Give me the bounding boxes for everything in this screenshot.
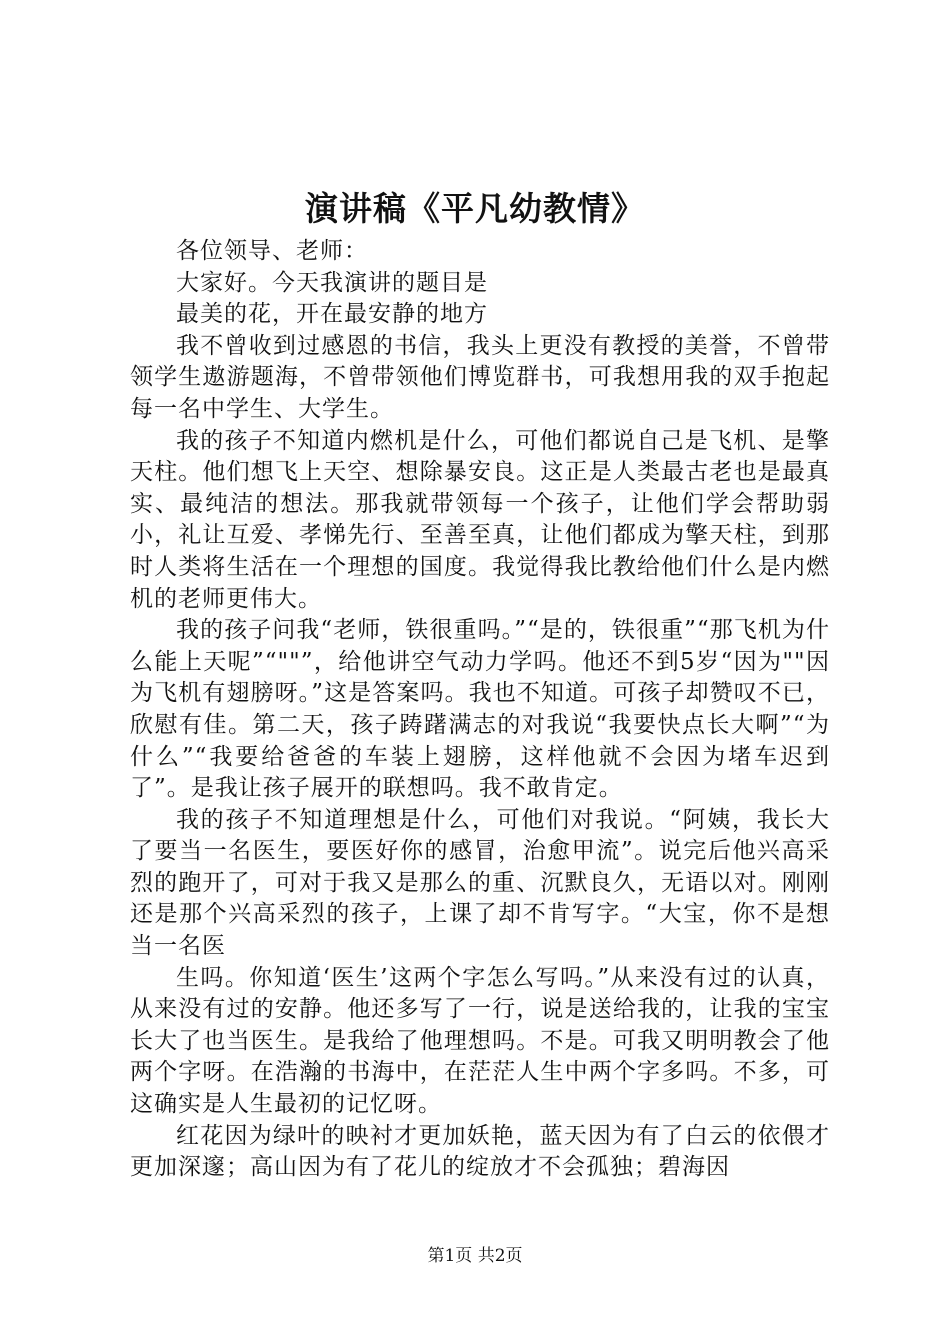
- paragraph: 红花因为绿叶的映衬才更加妖艳，蓝天因为有了白云的依偎才更加深邃；高山因为有了花儿的绽放才不会孤独；碧海因: [130, 1122, 830, 1181]
- speech-subtitle: 最美的花，开在最安静的地方: [176, 301, 488, 328]
- paragraph: 我的孩子不知道理想是什么，可他们对我说。“阿姨，我长大了要当一名医生，要医好你的感冒，治愈甲流”。说完后他兴高采烈的跑开了，可对于我又是那么的重、沉默良久，无语以对。刚刚还是那个兴高采烈的孩子，上课了却不肯写字。“大宝，你不是想当一名医: [130, 806, 830, 960]
- paragraph: 我的孩子不知道内燃机是什么，可他们都说自己是飞机、是擎天柱。他们想飞上天空、想除暴安良。这正是人类最古老也是最真实、最纯洁的想法。那我就带领每一个孩子，让他们学会帮助弱小，礼让互爱、孝悌先行、至善至真，让他们都成为擎天柱，到那时人类将生活在一个理想的国度。我觉得我比教给他们什么是内燃机的老师更伟大。: [130, 427, 830, 612]
- greeting: 大家好。今天我演讲的题目是: [176, 269, 488, 296]
- paragraph: 生吗。你知道‘医生’这两个字怎么写吗。”从来没有过的认真，从来没有过的安静。他还多写了一行，说是送给我的，让我的宝宝长大了也当医生。是我给了他理想吗。不是。可我又明明教会了他两个字呀。在浩瀚的书海中，在茫茫人生中两个字多吗。不多，可这确实是人生最初的记忆呀。: [130, 964, 830, 1118]
- paragraph: 我不曾收到过感恩的书信，我头上更没有教授的美誉，不曾带领学生遨游题海，不曾带领他们博览群书，可我想用我的双手抱起每一名中学生、大学生。: [130, 332, 830, 422]
- document-title: 演讲稿《平凡幼教情》: [305, 189, 645, 228]
- page-footer: 第1页 共2页: [427, 1246, 523, 1266]
- salutation: 各位领导、老师：: [176, 238, 368, 264]
- paragraph: 我的孩子问我“老师，铁很重吗。”“是的，铁很重”“那飞机为什么能上天呢”“""”，给他讲空气动力学吗。他还不到5岁“因为""因为飞机有翅膀呀。”这是答案吗。我也不知道。可孩子却赞叹不已，欣慰有佳。第二天，孩子踌躇满志的对我说“我要快点长大啊”“为什么”“我要给爸爸的车装上翅膀，这样他就不会因为堵车迟到了”。是我让孩子展开的联想吗。我不敢肯定。: [130, 617, 830, 802]
- document-body: [130, 236, 830, 1184]
